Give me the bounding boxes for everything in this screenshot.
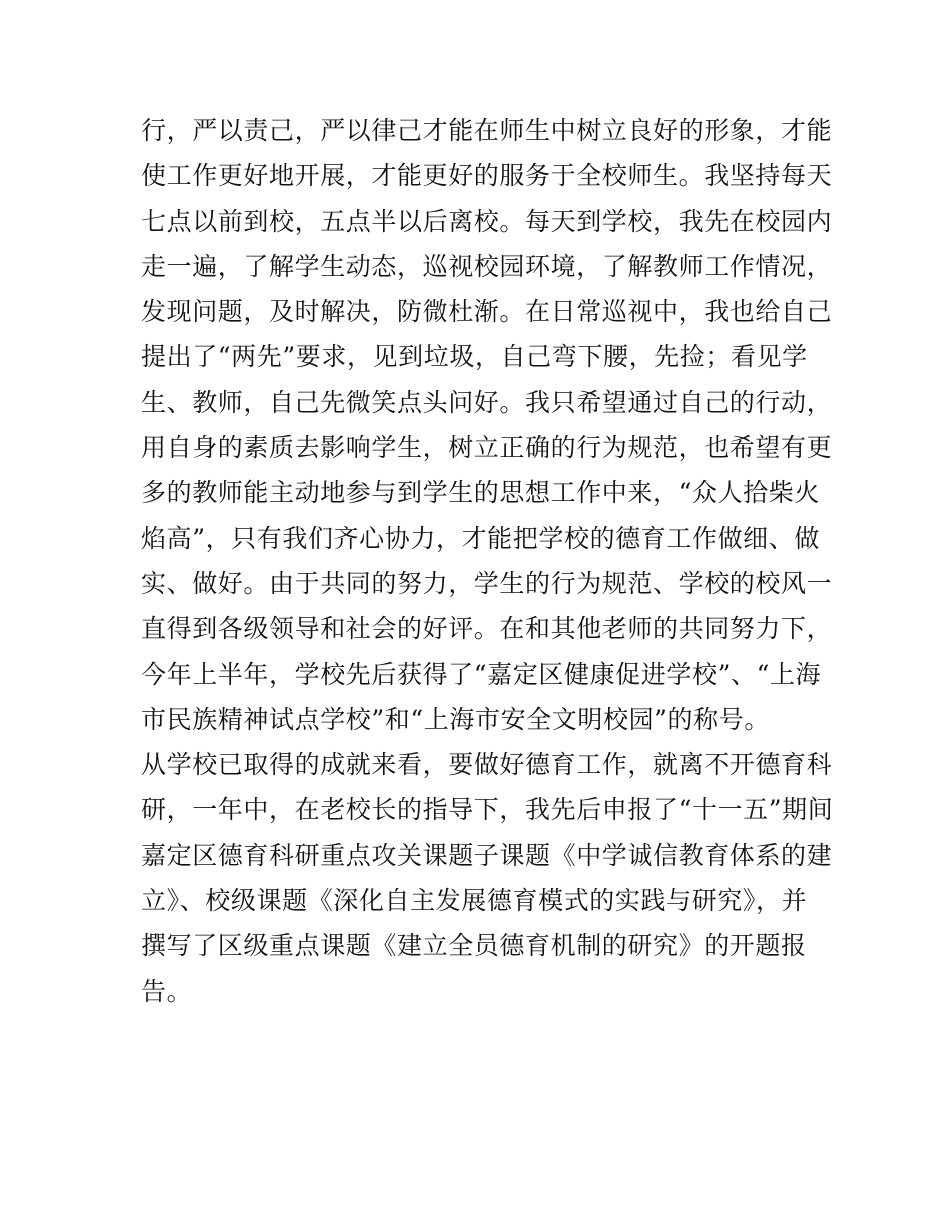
text-line-4: 走一遍，了解学生动态，巡视校园环境，了解教师工作情况， [141, 251, 833, 281]
text-line-15: 从学校已取得的成就来看，要做好德育工作，就离不开德育科 [141, 750, 833, 780]
text-line-8: 用自身的素质去影响学生，树立正确的行为规范，也希望有更 [141, 433, 833, 463]
text-line-9: 多的教师能主动地参与到学生的思想工作中来，“众人拾柴火 [141, 478, 820, 508]
text-line-10: 焰高”，只有我们齐心协力，才能把学校的德育工作做细、做 [141, 523, 820, 553]
text-line-2: 使工作更好地开展，才能更好的服务于全校师生。我坚持每天 [141, 161, 833, 191]
text-line-18: 立》、校级课题《深化自主发展德育模式的实践与研究》，并 [141, 886, 808, 916]
text-line-6: 提出了“两先”要求，见到垃圾，自己弯下腰，先捡；看见学 [141, 342, 808, 372]
text-line-20: 告。 [141, 976, 193, 1006]
text-line-13: 今年上半年，学校先后获得了“嘉定区健康促进学校”、“上海 [141, 659, 822, 689]
text-line-14: 市民族精神试点学校”和“上海市安全文明校园”的称号。 [141, 704, 770, 734]
text-line-1: 行，严以责己，严以律己才能在师生中树立良好的形象，才能 [141, 116, 833, 145]
body-text [141, 108, 834, 1014]
text-line-3: 七点以前到校，五点半以后离校。每天到学校，我先在校园内 [141, 206, 833, 236]
text-line-19: 撰写了区级重点课题《建立全员德育机制的研究》的开题报 [141, 931, 807, 961]
text-line-5: 发现问题，及时解决，防微杜渐。在日常巡视中，我也给自己 [141, 297, 833, 327]
text-line-11: 实、做好。由于共同的努力，学生的行为规范、学校的校风一 [141, 568, 833, 598]
text-line-12: 直得到各级领导和社会的好评。在和其他老师的共同努力下， [141, 614, 833, 644]
text-line-17: 嘉定区德育科研重点攻关课题子课题《中学诚信教育体系的建 [141, 840, 833, 870]
text-line-7: 生、教师，自己先微笑点头问好。我只希望通过自己的行动， [141, 387, 833, 417]
text-line-16: 研，一年中，在老校长的指导下，我先后申报了“十一五”期间 [141, 795, 834, 825]
